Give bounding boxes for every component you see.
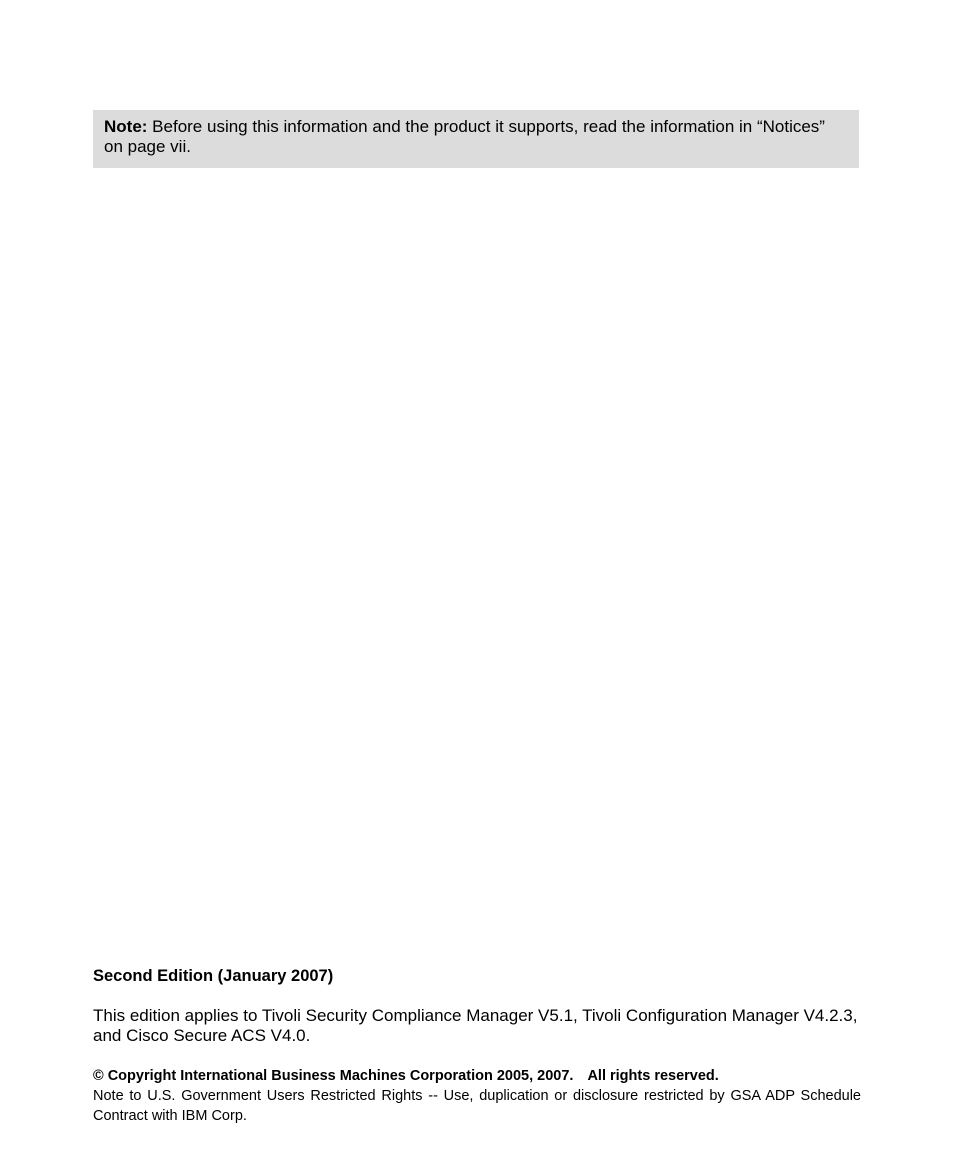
restricted-rights-note: Note to U.S. Government Users Restricted Rights -- Use, duplication or disclosure restricted by GSA ADP Schedule Contract with IBM Corp. [93, 1088, 861, 1124]
edition-applies-text: This edition applies to Tivoli Security Compliance Manager V5.1, Tivoli Configuration Manager V4.2.3, and Cisco Secure ACS V4.0. [93, 1006, 858, 1045]
note-text: Before using this information and the product it supports, read the information in “Notices” on page vii. [104, 117, 825, 156]
edition-title: Second Edition (January 2007) [93, 967, 334, 985]
copyright-line [93, 1067, 719, 1085]
rights-reserved: All rights reserved. [587, 1068, 719, 1084]
copyright-notice: © Copyright International Business Machines Corporation 2005, 2007. [93, 1068, 574, 1084]
note-label: Note: [104, 117, 148, 136]
notice-box [93, 110, 859, 168]
